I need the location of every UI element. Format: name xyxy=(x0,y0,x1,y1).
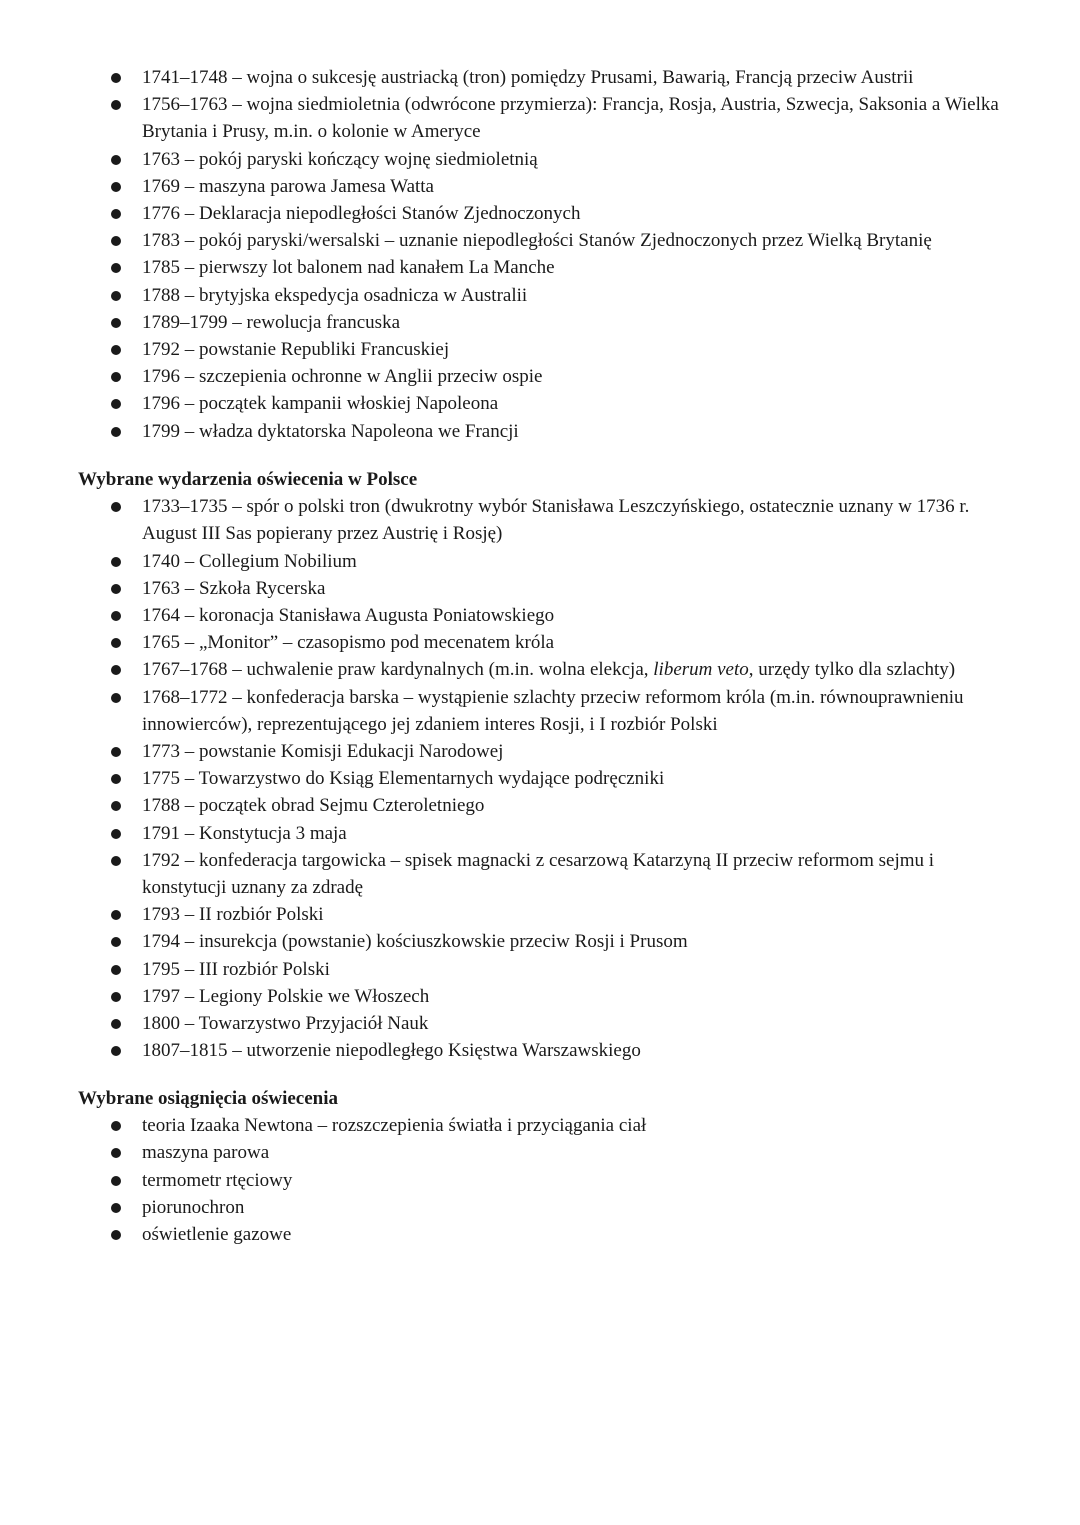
list-item-text: 1775 – Towarzystwo do Ksiąg Elementarnych wydające podręczniki xyxy=(142,768,665,790)
bullet-icon xyxy=(111,992,121,1002)
list-item xyxy=(0,309,1080,336)
list-item xyxy=(0,1139,1080,1166)
list-item xyxy=(0,656,1080,683)
list-item-text: 1740 – Collegium Nobilium xyxy=(142,550,357,572)
list-item xyxy=(0,1221,1080,1248)
list-item xyxy=(0,847,1080,901)
bullet-icon xyxy=(111,1203,121,1213)
bullet-icon xyxy=(111,1019,121,1029)
bullet-icon xyxy=(111,502,121,512)
bullet-icon xyxy=(111,801,121,811)
list-item xyxy=(0,64,1080,91)
list-item xyxy=(0,1037,1080,1064)
list-item xyxy=(0,418,1080,445)
bullet-icon xyxy=(111,182,121,192)
list-item xyxy=(0,336,1080,363)
list-item xyxy=(0,493,1080,547)
bullet-icon xyxy=(111,345,121,355)
bullet-icon xyxy=(111,291,121,301)
bullet-icon xyxy=(111,1230,121,1240)
list-item-text: 1793 – II rozbiór Polski xyxy=(142,904,324,926)
list-item-text: 1788 – brytyjska ekspedycja osadnicza w Australii xyxy=(142,284,528,306)
bullet-icon xyxy=(111,774,121,784)
bullet-icon xyxy=(111,910,121,920)
list-item-text: teoria Izaaka Newtona – rozszczepienia światła i przyciągania ciał xyxy=(142,1115,647,1137)
bullet-icon xyxy=(111,584,121,594)
list-item xyxy=(0,91,1080,145)
bullet-icon xyxy=(111,638,121,648)
list-item-text: 1763 – Szkoła Rycerska xyxy=(142,577,326,599)
list-item xyxy=(0,254,1080,281)
list-item xyxy=(0,363,1080,390)
section-heading: Wybrane osiągnięcia oświecenia xyxy=(78,1088,338,1109)
list-item-text: 1785 – pierwszy lot balonem nad kanałem La Manche xyxy=(142,257,555,279)
list-item xyxy=(0,765,1080,792)
list-item xyxy=(0,146,1080,173)
bullet-icon xyxy=(111,1148,121,1158)
bullet-icon xyxy=(111,557,121,567)
list-item-text: maszyna parowa xyxy=(142,1142,270,1164)
bullet-icon xyxy=(111,747,121,757)
list-item-text: 1768–1772 – konfederacja barska – wystąpienie szlachty przeciw reformom króla (m.in. równouprawnieniu innowierców), reprezentującego jej zdaniem interes Rosji, i I rozbiór Polski xyxy=(142,686,964,735)
bullet-icon xyxy=(111,1176,121,1186)
list-item-text: 1795 – III rozbiór Polski xyxy=(142,958,330,980)
list-item xyxy=(0,629,1080,656)
bullet-icon xyxy=(111,693,121,703)
list-item-text: 1756–1763 – wojna siedmioletnia (odwrócone przymierza): Francja, Rosja, Austria, Szwecja, Saksonia a Wielka Brytania i Prusy, m.in. o kolonie w Ameryce xyxy=(142,94,999,143)
list-item xyxy=(0,901,1080,928)
list-item xyxy=(0,1194,1080,1221)
list-item-text: 1733–1735 – spór o polski tron (dwukrotny wybór Stanisława Leszczyńskiego, ostatecznie uznany w 1736 r. August III Sas popierany przez Austrię i Rosję) xyxy=(142,496,970,545)
bullet-icon xyxy=(111,829,121,839)
section-poland-events xyxy=(0,466,1080,1064)
bullet-icon xyxy=(111,1121,121,1131)
list-item-text: 1799 – władza dyktatorska Napoleona we Francji xyxy=(142,420,519,442)
list-item xyxy=(0,227,1080,254)
list-item xyxy=(0,792,1080,819)
bullet-icon xyxy=(111,937,121,947)
bullet-icon xyxy=(111,372,121,382)
list-item xyxy=(0,390,1080,417)
list-item xyxy=(0,548,1080,575)
list-item xyxy=(0,983,1080,1010)
list-item-text: 1776 – Deklaracja niepodległości Stanów Zjednoczonych xyxy=(142,203,581,225)
list-item xyxy=(0,1167,1080,1194)
list-item-emphasis: liberum veto xyxy=(653,659,749,681)
bullet-icon xyxy=(111,665,121,675)
list-item-text: 1796 – szczepienia ochronne w Anglii przeciw ospie xyxy=(142,366,543,388)
bullet-icon xyxy=(111,236,121,246)
bullet-icon xyxy=(111,155,121,165)
bullet-icon xyxy=(111,318,121,328)
section-world-events xyxy=(0,64,1080,445)
list-item xyxy=(0,684,1080,738)
bullet-icon xyxy=(111,73,121,83)
list-item-text: oświetlenie gazowe xyxy=(142,1224,292,1246)
list-item xyxy=(0,575,1080,602)
bullet-icon xyxy=(111,856,121,866)
list-item-text: 1783 – pokój paryski/wersalski – uznanie niepodległości Stanów Zjednoczonych przez Wielką Brytanię xyxy=(142,230,932,252)
list-item xyxy=(0,928,1080,955)
list-item xyxy=(0,173,1080,200)
list-item-text: 1796 – początek kampanii włoskiej Napoleona xyxy=(142,393,499,415)
list-item-text: 1800 – Towarzystwo Przyjaciół Nauk xyxy=(142,1013,429,1035)
list-item-text: 1794 – insurekcja (powstanie) kościuszkowskie przeciw Rosji i Prusom xyxy=(142,931,688,953)
list-item xyxy=(0,1112,1080,1139)
bullet-icon xyxy=(111,399,121,409)
list-item-text: 1791 – Konstytucja 3 maja xyxy=(142,822,347,844)
bullet-icon xyxy=(111,1046,121,1056)
list-item-text: 1788 – początek obrad Sejmu Czteroletniego xyxy=(142,795,485,817)
list-item-text: 1741–1748 – wojna o sukcesję austriacką (tron) pomiędzy Prusami, Bawarią, Francją przeciw Austrii xyxy=(142,67,914,88)
section-heading: Wybrane wydarzenia oświecenia w Polsce xyxy=(78,469,418,490)
event-list xyxy=(0,493,1080,1064)
list-item xyxy=(0,1010,1080,1037)
list-item-text: 1797 – Legiony Polskie we Włoszech xyxy=(142,985,430,1007)
list-item xyxy=(0,820,1080,847)
list-item-text: 1764 – koronacja Stanisława Augusta Poniatowskiego xyxy=(142,605,555,627)
list-item-text: 1792 – powstanie Republiki Francuskiej xyxy=(142,339,450,361)
list-item-text: 1773 – powstanie Komisji Edukacji Narodowej xyxy=(142,741,504,763)
list-item xyxy=(0,282,1080,309)
list-item xyxy=(0,956,1080,983)
list-item-text: 1763 – pokój paryski kończący wojnę siedmioletnią xyxy=(142,148,538,170)
list-item-text: 1769 – maszyna parowa Jamesa Watta xyxy=(142,175,434,197)
achievement-list xyxy=(0,1112,1080,1248)
bullet-icon xyxy=(111,611,121,621)
bullet-icon xyxy=(111,263,121,273)
list-item-text: 1792 – konfederacja targowicka – spisek magnacki z cesarzową Katarzyną II przeciw reformom sejmu i konstytucji uznany za zdradę xyxy=(142,849,935,899)
event-list xyxy=(0,64,1080,445)
list-item-text: 1765 – „Monitor” – czasopismo pod mecenatem króla xyxy=(142,632,555,654)
bullet-icon xyxy=(111,209,121,219)
list-item xyxy=(0,602,1080,629)
section-achievements xyxy=(0,1085,1080,1248)
list-item-text: 1807–1815 – utworzenie niepodległego Księstwa Warszawskiego xyxy=(142,1040,641,1062)
list-item-text: 1767–1768 – uchwalenie praw kardynalnych (m.in. wolna elekcja, xyxy=(142,659,654,681)
list-item-text: piorunochron xyxy=(142,1196,245,1218)
list-item xyxy=(0,200,1080,227)
bullet-icon xyxy=(111,100,121,110)
list-item-text: termometr rtęciowy xyxy=(142,1169,293,1191)
list-item xyxy=(0,738,1080,765)
list-item-text: , urzędy tylko dla szlachty) xyxy=(748,659,956,681)
bullet-icon xyxy=(111,965,121,975)
list-item-text: 1789–1799 – rewolucja francuska xyxy=(142,311,401,333)
bullet-icon xyxy=(111,427,121,437)
